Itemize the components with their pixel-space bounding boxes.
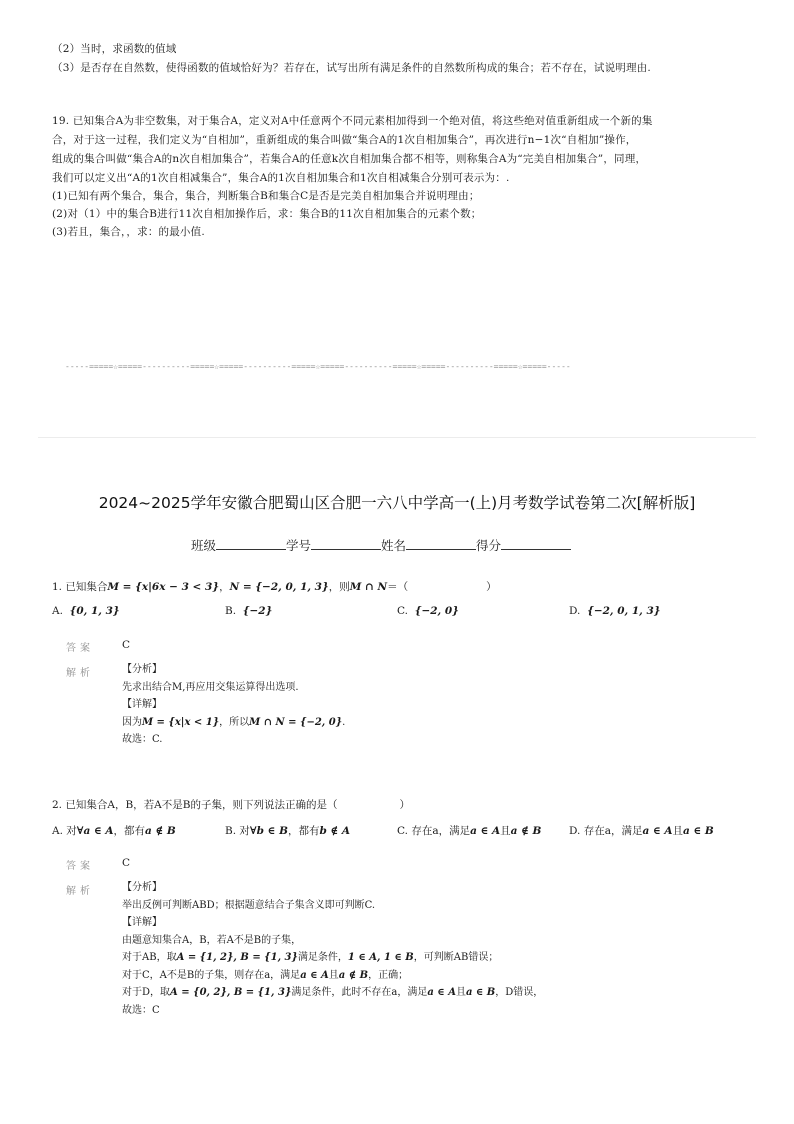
q19-line-3: 组成的集合叫做“集合A的n次自相加集合”，若集合A的任意k次自相加集合都不相等，则称集合A为“完美自相加集合”，同理， [52,153,647,165]
q19-line-7: (3)若且，集合，，求：的最小值. [52,226,205,238]
q1-set-m: M = {x|6x − 3 < 3} [107,581,220,593]
q1-solution [122,661,345,749]
q1-detail-line: 因为M = {x|x < 1}，所以M ∩ N = {−2, 0}. [122,716,346,728]
q1-fenxi-heading: 【分析】 [122,664,162,675]
q1-option-d[interactable]: D. {−2, 0, 1, 3} [569,605,661,617]
q1-analysis-label: 解析 [66,668,94,679]
q2-xiangjie-heading: 【详解】 [122,917,162,928]
name-label: 姓名 [381,538,407,553]
q1-answer-value: C [122,639,131,651]
q1-stem: 1. 已知集合M = {x|6x − 3 < 3}，N = {−2, 0, 1, 3}，则M ∩ N＝（ ） [52,581,497,593]
q1-xiangjie-heading: 【详解】 [122,699,162,710]
q2-option-c[interactable]: C. 存在a，满足a ∈ A且a ∉ B [397,825,542,837]
q2-conclusion: 故选：C [122,1004,160,1016]
q19-line-1: 19. 已知集合A为非空数集，对于集合A，定义对A中任意两个不同元素相加得到一个绝对值，将这些绝对值重新组成一个新的集 [52,115,653,127]
score-label: 得分 [476,538,502,553]
q1-option-a[interactable]: A. {0, 1, 3} [52,605,120,617]
q1-set-n: N = {−2, 0, 1, 3} [229,581,329,593]
q2-answer-label: 答案 [66,861,94,872]
q1-conclusion: 故选：C. [122,734,163,745]
q19-line-4: 我们可以定义出“A的1次自相减集合”，集合A的1次自相加集合和1次自相减集合分别可表示为：. [52,172,510,184]
q2-option-d[interactable]: D. 存在a，满足a ∈ A且a ∈ B [569,825,714,837]
class-label: 班级 [191,538,217,553]
student-number-blank [311,537,381,550]
q19-line-5: (1)已知有两个集合，集合，集合，判断集合B和集合C是否是完美自相加集合并说明理由； [52,190,480,202]
q2-answer-value: C [122,857,131,869]
q19-line-2: 合，对于这一过程，我们定义为“自相加”，重新组成的集合叫做“集合A的1次自相加集合”，再次进行n−1次“自相加”操作， [52,134,637,146]
q19-line-6: (2)对（1）中的集合B进行11次自相加操作后，求：集合B的11次自相加集合的元素个数； [52,208,482,220]
q2-detail-line-1: 由题意知集合A，B，若A不是B的子集， [122,934,302,946]
q1-fenxi-text: 先求出结合M,再应用交集运算得出选项. [122,681,299,693]
q2-analysis-label: 解析 [66,886,94,897]
q2-solution [122,879,543,1019]
name-blank [406,537,476,550]
q1-intersection: M ∩ N [349,581,388,593]
q2-detail-line-3: 对于C，A不是B的子集，则存在a，满足a ∈ A且a ∉ B，正确； [122,969,409,981]
page-divider [38,437,756,438]
section-separator: -----=====☆=====----------=====☆=====----------=====☆=====----------=====☆=====----------=====☆=====----- [65,362,571,371]
q2-detail-line-2: 对于AB，取A = {1, 2}, B = {1, 3}满足条件，1 ∈ A, 1 ∈ B，可判断AB错误； [122,952,499,963]
q2-fenxi-text: 举出反例可判断ABD；根据题意结合子集含义即可判断C. [122,899,376,911]
student-info-line [191,536,571,554]
q2-option-a[interactable]: A. 对∀a ∈ A，都有a ∉ B [52,825,176,837]
prev-item-3: （3）是否存在自然数，使得函数的值域恰好为？若存在，试写出所有满足条件的自然数所构成的集合；若不存在，试说明理由. [52,62,651,74]
q2-fenxi-heading: 【分析】 [122,882,162,893]
q1-option-b[interactable]: B. {−2} [225,605,273,617]
q2-stem: 2. 已知集合A，B，若A不是B的子集，则下列说法正确的是（ ） [52,799,410,811]
class-blank [216,537,286,550]
prev-item-2: （2）当时，求函数的值域 [52,43,177,55]
score-blank [501,537,571,550]
q2-detail-line-4: 对于D，取A = {0, 2}, B = {1, 3}满足条件，此时不存在a，满足a ∈ A且a ∈ B，D错误， [122,987,544,998]
page-title: 2024~2025学年安徽合肥蜀山区合肥一六八中学高一(上)月考数学试卷第二次[解析版] [98,494,696,512]
q2-option-b[interactable]: B. 对∀b ∈ B，都有b ∉ A [225,825,351,837]
q1-option-c[interactable]: C. {−2, 0} [397,605,459,617]
student-number-label: 学号 [286,538,312,553]
q1-answer-label: 答案 [66,643,94,654]
